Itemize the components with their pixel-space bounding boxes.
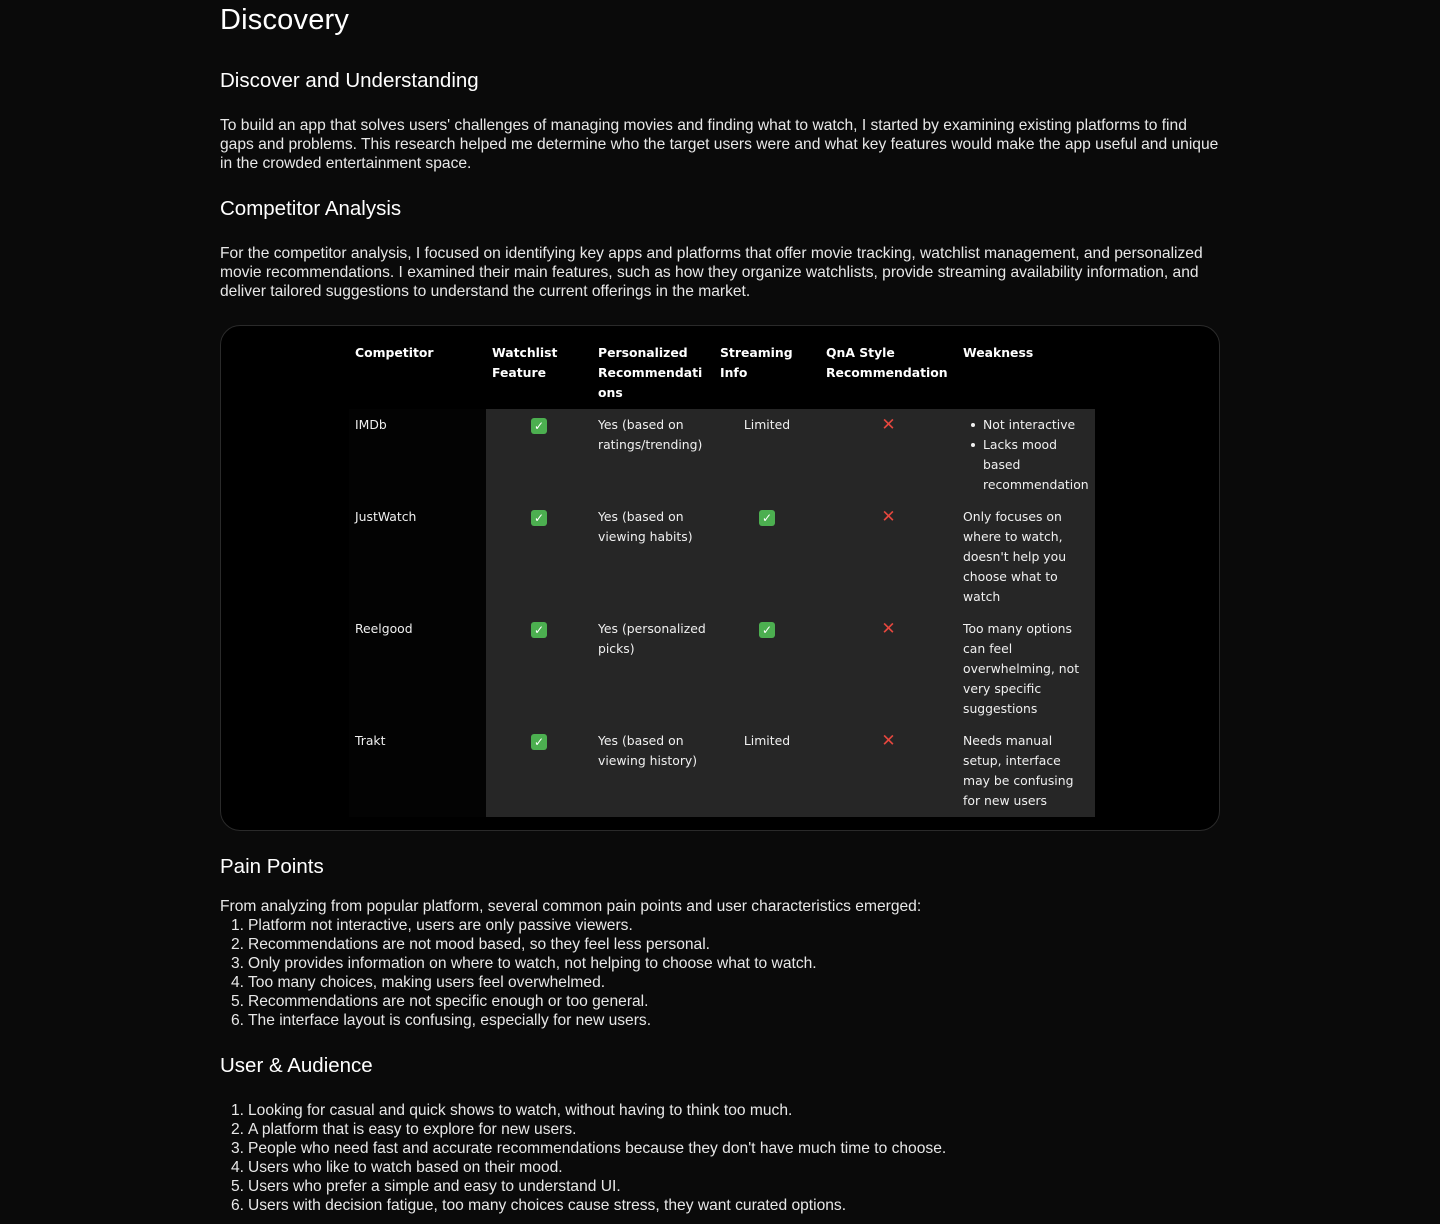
- watchlist-cell: [486, 613, 592, 725]
- list-item: 2. Recommendations are not mood based, so they feel less personal.: [230, 936, 711, 953]
- check-icon: ✓: [531, 734, 547, 750]
- streaming-cell: Limited: [714, 409, 820, 501]
- watchlist-cell: [486, 725, 592, 817]
- pain-points-list: [220, 916, 1220, 1030]
- list-item: 1. Looking for casual and quick shows to watch, without having to think too much.: [230, 1102, 793, 1119]
- list-item: 6. The interface layout is confusing, especially for new users.: [230, 1012, 652, 1029]
- check-icon: ✓: [531, 418, 547, 434]
- weakness-list: [963, 415, 1089, 495]
- table-row: [349, 613, 1095, 725]
- competitor-name: Trakt: [349, 725, 486, 817]
- qna-cell: [820, 409, 957, 501]
- list-item: 5. Recommendations are not specific enough or too general.: [230, 993, 649, 1010]
- streaming-cell: [714, 613, 820, 725]
- list-item: 5. Users who prefer a simple and easy to understand UI.: [230, 1178, 621, 1195]
- pain-points-heading: Pain Points: [220, 855, 324, 878]
- cross-icon: ✕: [881, 415, 896, 435]
- personalized-cell: Yes (based on ratings/trending): [592, 409, 714, 501]
- discover-heading: Discover and Understanding: [220, 69, 479, 92]
- header-watchlist: Watchlist Feature: [486, 337, 592, 409]
- competitor-table: [349, 337, 1095, 817]
- list-item: 4. Users who like to watch based on their mood.: [230, 1159, 563, 1176]
- pain-points-intro: From analyzing from popular platform, several common pain points and user characteristics emerged:: [220, 898, 922, 915]
- header-qna: QnA Style Recommendation: [820, 337, 957, 409]
- list-item: 6. Users with decision fatigue, too many choices cause stress, they want curated options.: [230, 1197, 847, 1214]
- weakness-cell: Needs manual setup, interface may be confusing for new users: [957, 725, 1095, 817]
- check-icon: ✓: [531, 622, 547, 638]
- competitor-paragraph: For the competitor analysis, I focused on identifying key apps and platforms that offer movie tracking, watchlist management, and personalized movie recommendations. I examined their main features, such as how they organize watchlists, provide streaming availability information, and deliver tailored suggestions to understand the current offerings in the market.: [220, 245, 1203, 300]
- header-personalized: Personalized Recommendati ons: [592, 337, 714, 409]
- streaming-cell: Limited: [714, 725, 820, 817]
- cross-icon: ✕: [881, 731, 896, 751]
- table-row: [349, 409, 1095, 501]
- competitor-heading: Competitor Analysis: [220, 197, 402, 220]
- streaming-cell: [714, 501, 820, 613]
- qna-cell: [820, 501, 957, 613]
- personalized-cell: Yes (based on viewing habits): [592, 501, 714, 613]
- discover-paragraph: To build an app that solves users' challenges of managing movies and finding what to watch, I started by examining existing platforms to find gaps and problems. This research helped me determine who the target users were and what key features would make the app useful and unique in the crowded entertainment space.: [220, 117, 1219, 172]
- personalized-cell: Yes (personalized picks): [592, 613, 714, 725]
- cross-icon: ✕: [881, 619, 896, 639]
- list-item: 2. A platform that is easy to explore for new users.: [230, 1121, 577, 1138]
- competitor-table-card: [220, 325, 1220, 831]
- watchlist-cell: [486, 409, 592, 501]
- list-item: 3. People who need fast and accurate recommendations because they don't have much time to choose.: [230, 1140, 947, 1157]
- watchlist-cell: [486, 501, 592, 613]
- qna-cell: [820, 613, 957, 725]
- cross-icon: ✕: [881, 507, 896, 527]
- table-row: [349, 501, 1095, 613]
- list-item: Lacks mood based recommendation: [963, 435, 1089, 495]
- table-header-row: [349, 337, 1095, 409]
- check-icon: ✓: [759, 510, 775, 526]
- list-item: 1. Platform not interactive, users are only passive viewers.: [230, 917, 633, 934]
- weakness-cell: [957, 409, 1095, 501]
- weakness-cell: Too many options can feel overwhelming, not very specific suggestions: [957, 613, 1095, 725]
- header-weakness: Weakness: [957, 337, 1095, 409]
- qna-cell: [820, 725, 957, 817]
- competitor-name: JustWatch: [349, 501, 486, 613]
- header-streaming: Streaming Info: [714, 337, 820, 409]
- competitor-name: IMDb: [349, 409, 486, 501]
- audience-list: [220, 1101, 1220, 1215]
- audience-heading: User & Audience: [220, 1054, 373, 1077]
- list-item: 3. Only provides information on where to watch, not helping to choose what to watch.: [230, 955, 817, 972]
- personalized-cell: Yes (based on viewing history): [592, 725, 714, 817]
- weakness-cell: Only focuses on where to watch, doesn't help you choose what to watch: [957, 501, 1095, 613]
- table-row: [349, 725, 1095, 817]
- check-icon: ✓: [531, 510, 547, 526]
- list-item: 4. Too many choices, making users feel overwhelmed.: [230, 974, 606, 991]
- check-icon: ✓: [759, 622, 775, 638]
- competitor-name: Reelgood: [349, 613, 486, 725]
- list-item: Not interactive: [963, 415, 1089, 435]
- header-competitor: Competitor: [349, 337, 486, 409]
- page-title: Discovery: [220, 4, 350, 36]
